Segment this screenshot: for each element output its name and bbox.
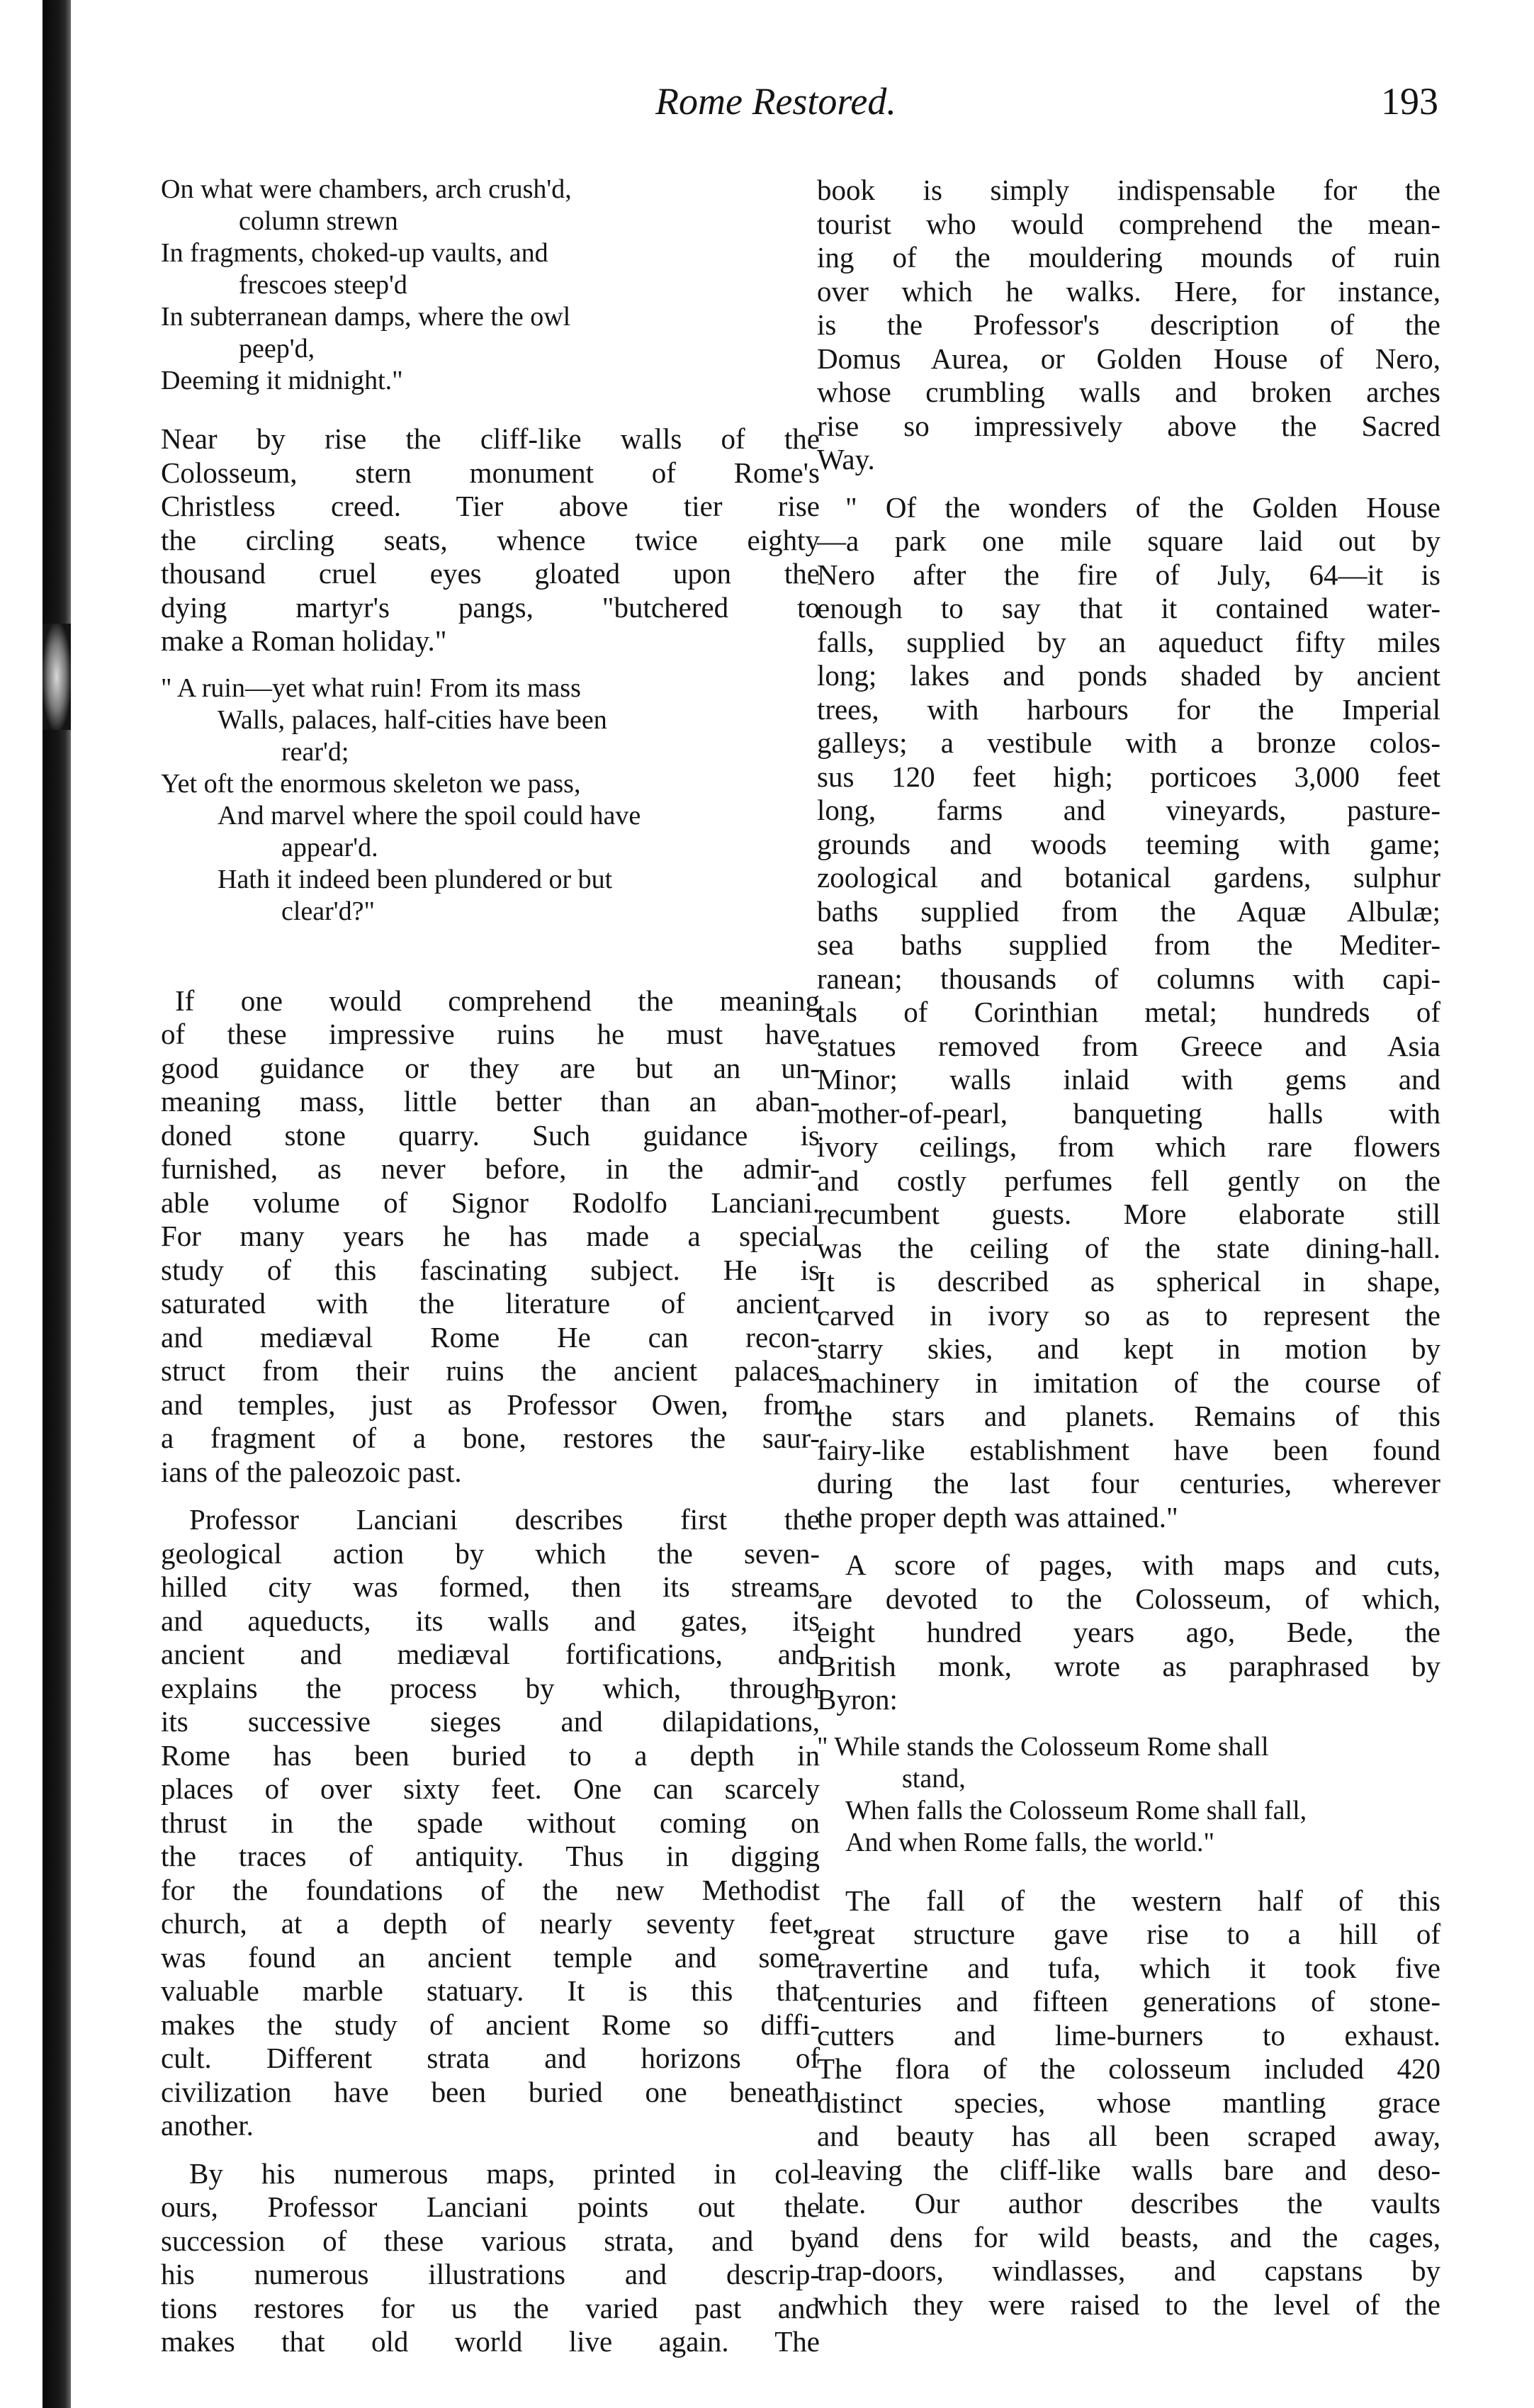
text-line: Professor Lanciani describes first the: [189, 1503, 820, 1536]
text-line: Christless creed. Tier above tier rise: [161, 490, 820, 522]
text-line: and costly perfumes fell gently on the: [817, 1164, 1440, 1197]
paragraph: [161, 422, 820, 658]
verse-line: frescoes steep'd: [239, 270, 407, 300]
left-column: [161, 174, 820, 2373]
text-line: By his numerous maps, printed in col-: [189, 2156, 820, 2190]
poem-excerpt: [161, 673, 820, 928]
text-line: starry skies, and kept in motion by: [817, 1332, 1440, 1365]
text-line: machinery in imitation of the course of: [817, 1366, 1440, 1399]
text-line: tions restores for us the varied past and: [161, 2291, 820, 2324]
text-line: civilization have been buried one beneath: [161, 2075, 820, 2108]
text-line: church, at a depth of nearly seventy feet,: [161, 1907, 820, 1940]
text-line: late. Our author describes the vaults: [817, 2187, 1440, 2219]
text-line: the proper depth was attained.": [817, 1500, 1178, 1534]
text-line: travertine and tufa, which it took five: [817, 1951, 1440, 1984]
text-line: If one would comprehend the meaning: [175, 984, 820, 1017]
text-line: statues removed from Greece and Asia: [817, 1029, 1440, 1062]
text-line: study of this fascinating subject. He is: [161, 1253, 820, 1286]
text-line: was found an ancient temple and some: [161, 1940, 820, 1974]
verse-line: On what were chambers, arch crush'd,: [161, 174, 572, 204]
text-line: ing of the mouldering mounds of ruin: [817, 241, 1440, 274]
text-line: leaving the cliff-like walls bare and deso-: [817, 2153, 1440, 2186]
text-line: tals of Corinthian metal; hundreds of: [817, 996, 1440, 1028]
text-line: and mediæval Rome He can recon-: [161, 1320, 820, 1354]
text-line: dying martyr's pangs, "butchered to: [161, 590, 820, 624]
text-line: furnished, as never before, in the admir-: [161, 1152, 820, 1185]
text-line: tourist who would comprehend the mean-: [817, 207, 1440, 240]
text-line: and dens for wild beasts, and the cages,: [817, 2220, 1440, 2254]
text-line: another.: [161, 2109, 254, 2142]
verse-line: And when Rome falls, the world.": [845, 1827, 1215, 1857]
text-line: over which he walks. Here, for instance,: [817, 274, 1440, 308]
text-line: fairy-like establishment have been found: [817, 1433, 1440, 1466]
verse-line: " A ruin—yet what ruin! From its mass: [161, 673, 581, 703]
page-binding-edge: [43, 0, 71, 2408]
paragraph: [161, 1503, 820, 2143]
text-line: thousand cruel eyes gloated upon the: [161, 557, 820, 590]
text-line: enough to say that it contained water-: [817, 592, 1440, 624]
text-line: and beauty has all been scraped away,: [817, 2120, 1440, 2152]
text-line: long; lakes and ponds shaded by ancient: [817, 659, 1440, 692]
text-line: Colosseum, stern monument of Rome's: [161, 456, 820, 489]
text-line: a fragment of a bone, restores the saur-: [161, 1422, 820, 1454]
text-line: rise so impressively above the Sacred: [817, 409, 1440, 442]
text-line: the circling seats, whence twice eighty: [161, 523, 820, 556]
text-line: was the ceiling of the state dining-hall.: [817, 1231, 1440, 1264]
text-line: falls, supplied by an aqueduct fifty miles: [817, 625, 1440, 658]
text-line: which they were raised to the level of the: [817, 2288, 1440, 2321]
text-line: the stars and planets. Remains of this: [817, 1400, 1440, 1432]
text-line: trees, with harbours for the Imperial: [817, 692, 1440, 726]
text-line: Minor; walls inlaid with gems and: [817, 1063, 1440, 1096]
text-line: his numerous illustrations and descrip-: [161, 2258, 820, 2290]
running-title: Rome Restored.: [655, 80, 896, 123]
binding-ornament: [43, 624, 71, 730]
text-line: thrust in the spade without coming on: [161, 1806, 820, 1839]
text-line: meaning mass, little better than an aban-: [161, 1085, 820, 1118]
paragraph: [161, 984, 820, 1490]
text-line: Near by rise the cliff-like walls of the: [161, 422, 820, 455]
verse-line: peep'd,: [239, 334, 315, 364]
text-line: of these impressive ruins he must have: [161, 1018, 820, 1050]
text-line: The fall of the western half of this: [845, 1884, 1440, 1917]
text-line: Nero after the fire of July, 64—it is: [817, 558, 1440, 591]
text-line: and temples, just as Professor Owen, from: [161, 1388, 820, 1421]
text-line: recumbent guests. More elaborate still: [817, 1198, 1440, 1230]
text-line: great structure gave rise to a hill of: [817, 1918, 1440, 1950]
verse-line: Deeming it midnight.": [161, 366, 403, 395]
text-line: For many years he has made a special: [161, 1220, 820, 1252]
text-line: hilled city was formed, then its streams: [161, 1570, 820, 1603]
text-line: trap-doors, windlasses, and capstans by: [817, 2254, 1440, 2287]
text-line: zoological and botanical gardens, sulphur: [817, 861, 1440, 894]
text-line: make a Roman holiday.": [161, 624, 447, 657]
poem-excerpt: [161, 174, 820, 397]
text-line: valuable marble statuary. It is this that: [161, 1974, 820, 2007]
text-line: struct from their ruins the ancient palaces: [161, 1354, 820, 1387]
text-line: book is simply indispensable for the: [817, 174, 1440, 206]
text-line: mother-of-pearl, banqueting halls with: [817, 1096, 1440, 1130]
text-line: is the Professor's description of the: [817, 308, 1440, 341]
running-head: [0, 77, 1534, 133]
page-number: 193: [1381, 80, 1438, 123]
paragraph: [161, 2157, 820, 2359]
paragraph: [817, 1884, 1440, 2322]
text-line: explains the process by which, through: [161, 1671, 820, 1704]
text-line: good guidance or they are but an un-: [161, 1051, 820, 1084]
verse-line: Walls, palaces, half-cities have been: [218, 704, 607, 735]
text-line: saturated with the literature of ancient: [161, 1287, 820, 1320]
text-line: ancient and mediæval fortifications, and: [161, 1638, 820, 1670]
text-line: Domus Aurea, or Golden House of Nero,: [817, 342, 1440, 375]
paragraph: [817, 174, 1440, 477]
text-line: whose crumbling walls and broken arches: [817, 376, 1440, 408]
paragraph: [817, 1548, 1440, 1717]
text-line: Rome has been buried to a depth in: [161, 1738, 820, 1772]
text-line: its successive sieges and dilapidations,: [161, 1705, 820, 1738]
verse-line: And marvel where the spoil could have: [218, 800, 641, 831]
verse-line: Hath it indeed been plundered or but: [218, 864, 613, 894]
text-line: long, farms and vineyards, pasture-: [817, 794, 1440, 826]
text-line: carved in ivory so as to represent the: [817, 1298, 1440, 1332]
text-line: able volume of Signor Rodolfo Lanciani.: [161, 1186, 820, 1219]
verse-line: column strewn: [239, 206, 398, 236]
verse-line: appear'd.: [281, 832, 378, 862]
text-line: the traces of antiquity. Thus in digging: [161, 1840, 820, 1872]
verse-line: In fragments, choked-up vaults, and: [161, 238, 548, 268]
text-line: eight hundred years ago, Bede, the: [817, 1616, 1440, 1648]
text-line: ians of the paleozoic past.: [161, 1455, 462, 1488]
text-line: centuries and fifteen generations of stone-: [817, 1985, 1440, 2018]
text-line: for the foundations of the new Methodist: [161, 1873, 820, 1906]
verse-line: Yet oft the enormous skeleton we pass,: [161, 768, 581, 799]
text-line: sea baths supplied from the Mediter-: [817, 928, 1440, 961]
text-line: cult. Different strata and horizons of: [161, 2042, 820, 2074]
verse-line: " While stands the Colosseum Rome shall: [817, 1731, 1269, 1762]
text-line: during the last four centuries, wherever: [817, 1467, 1440, 1500]
verse-line: When falls the Colosseum Rome shall fall,: [845, 1795, 1307, 1825]
text-line: The flora of the colosseum included 420: [817, 2052, 1440, 2085]
text-line: doned stone quarry. Such guidance is: [161, 1118, 820, 1152]
text-line: succession of these various strata, and by: [161, 2224, 820, 2257]
text-line: distinct species, whose mantling grace: [817, 2086, 1440, 2119]
text-line: ours, Professor Lanciani points out the: [161, 2190, 820, 2223]
text-line: are devoted to the Colosseum, of which,: [817, 1582, 1440, 1615]
text-line: British monk, wrote as paraphrased by: [817, 1649, 1440, 1682]
text-line: Way.: [817, 443, 875, 476]
text-line: baths supplied from the Aquæ Albulæ;: [817, 894, 1440, 928]
verse-line: stand,: [902, 1763, 966, 1794]
quotation-paragraph: [817, 491, 1440, 1535]
verse-line: rear'd;: [281, 736, 349, 767]
text-line: sus 120 feet high; porticoes 3,000 feet: [817, 760, 1440, 793]
spacer: [161, 953, 820, 984]
text-line: makes that old world live again. The: [161, 2325, 820, 2358]
text-line: geological action by which the seven-: [161, 1536, 820, 1570]
text-line: It is described as spherical in shape,: [817, 1265, 1440, 1298]
text-line: ranean; thousands of columns with capi-: [817, 962, 1440, 995]
text-line: and aqueducts, its walls and gates, its: [161, 1604, 820, 1637]
text-line: Byron:: [817, 1683, 898, 1716]
verse-line: In subterranean damps, where the owl: [161, 302, 571, 332]
text-line: A score of pages, with maps and cuts,: [845, 1548, 1440, 1581]
text-line: —a park one mile square laid out by: [817, 524, 1440, 557]
poem-excerpt: [817, 1731, 1440, 1859]
text-line: cutters and lime-burners to exhaust.: [817, 2018, 1440, 2052]
text-line: " Of the wonders of the Golden House: [845, 490, 1440, 524]
text-line: ivory ceilings, from which rare flowers: [817, 1130, 1440, 1163]
text-line: grounds and woods teeming with game;: [817, 827, 1440, 860]
verse-line: clear'd?": [281, 896, 376, 926]
text-line: places of over sixty feet. One can scarcely: [161, 1772, 820, 1805]
right-column: [817, 174, 1440, 2336]
text-line: makes the study of ancient Rome so diffi-: [161, 2008, 820, 2041]
text-line: galleys; a vestibule with a bronze colos-: [817, 726, 1440, 759]
